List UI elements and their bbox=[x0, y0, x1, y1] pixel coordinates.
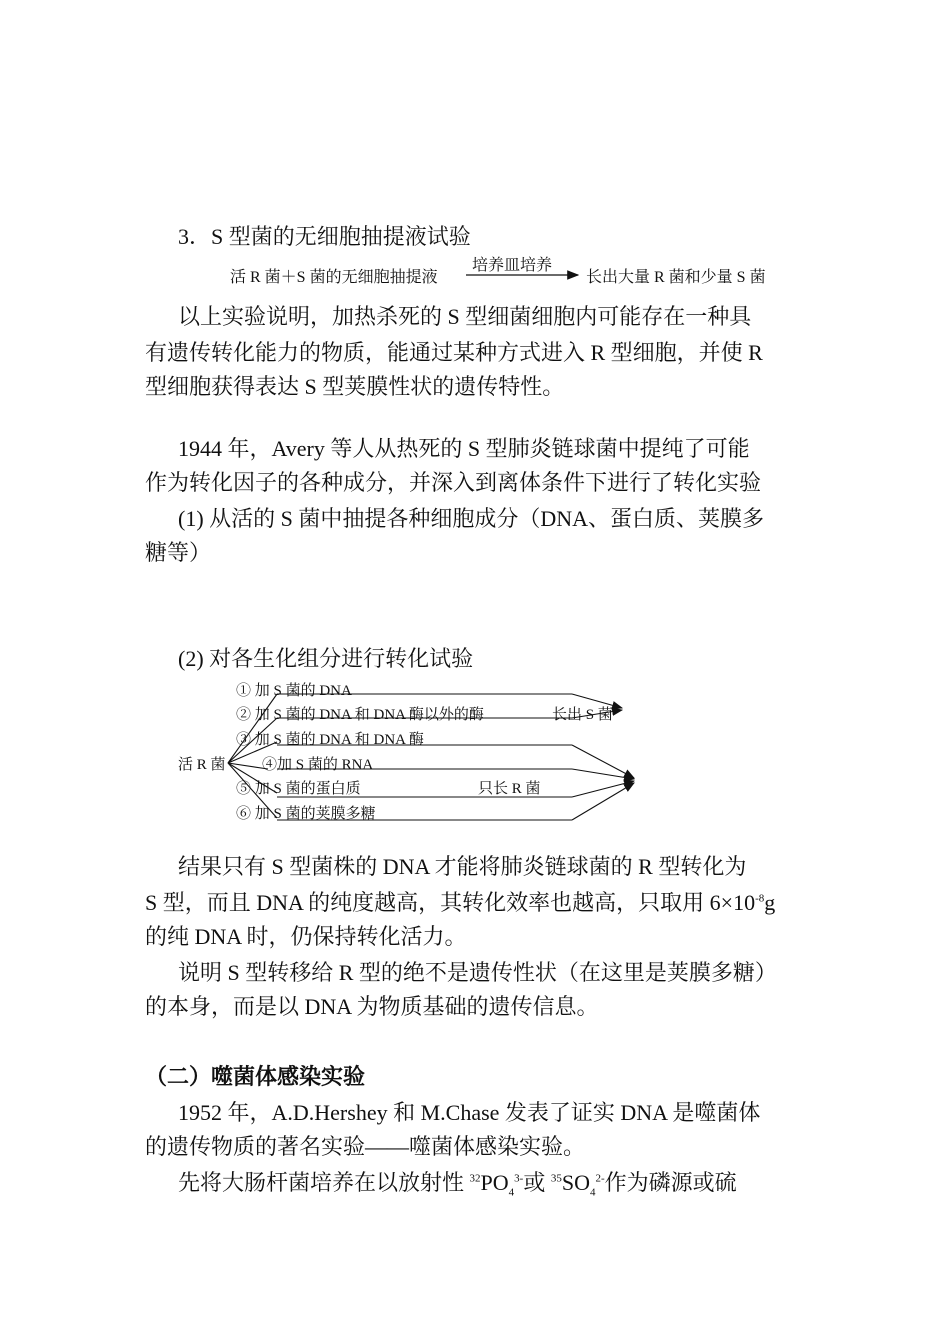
diagram-item-5: ⑤ 加 S 菌的蛋白质 bbox=[236, 781, 361, 797]
para4-line1: 说明 S 型转移给 R 型的绝不是遗传性状（在这里是荚膜多糖） bbox=[178, 960, 777, 985]
diagram-item-2: ② 加 S 菌的 DNA 和 DNA 酶以外的酶 bbox=[236, 707, 484, 723]
phage-line3: 先将大肠杆菌培养在以放射性 $^{32}PO_4^{3-}$或 $^{35}SO_4^{2-}$作为磷源或硫 bbox=[178, 1170, 737, 1199]
equation-right: 长出大量 R 菌和少量 S 菌 bbox=[586, 269, 766, 286]
para4-line2: 的本身，而是以 DNA 为物质基础的遗传信息。 bbox=[145, 994, 599, 1019]
diagram-result-r: 只长 R 菌 bbox=[478, 781, 541, 797]
step2-heading: (2) 对各生化组分进行转化试验 bbox=[178, 646, 474, 671]
para1-line1: 以上实验说明，加热杀死的 S 型细菌细胞内可能存在一种具 bbox=[178, 304, 752, 329]
phage-heading: （二）噬菌体感染实验 bbox=[145, 1064, 366, 1089]
para1-line3: 型细胞获得表达 S 型荚膜性状的遗传特性。 bbox=[145, 374, 565, 399]
diagram-item-4: ④加 S 菌的 RNA bbox=[262, 757, 374, 773]
diagram-fan-lines bbox=[228, 694, 277, 818]
para2-line1: 1944 年，Avery 等人从热死的 S 型肺炎链球菌中提纯了可能 bbox=[178, 436, 750, 461]
diagram-item-3: ③ 加 S 菌的 DNA 和 DNA 酶 bbox=[236, 732, 424, 748]
para2-line3: (1) 从活的 S 菌中抽提各种细胞成分（DNA、蛋白质、荚膜多 bbox=[178, 506, 765, 531]
para2-line2: 作为转化因子的各种成分，并深入到离体条件下进行了转化实验 bbox=[145, 470, 762, 495]
para3-line2: S 型，而且 DNA 的纯度越高，其转化效率也越高，只取用 $6\times 10^{-8}g$ bbox=[145, 890, 776, 915]
phage-line2: 的遗传物质的著名实验——噬菌体感染实验。 bbox=[145, 1134, 586, 1159]
para3-line3: 的纯 DNA 时，仍保持转化活力。 bbox=[145, 924, 467, 949]
diagram-source: 活 R 菌 bbox=[178, 757, 226, 773]
diagram-item-6: ⑥ 加 S 菌的荚膜多糖 bbox=[236, 806, 376, 822]
diagram-horizontal-lines bbox=[277, 694, 572, 820]
arrow-to-s-2 bbox=[572, 710, 622, 718]
para3-line1: 结果只有 S 型菌株的 DNA 才能将肺炎链球菌的 R 型转化为 bbox=[178, 854, 747, 879]
phage-line1: 1952 年，A.D.Hershey 和 M.Chase 发表了证实 DNA 是噬菌体 bbox=[178, 1100, 761, 1125]
arrow-to-r-4 bbox=[572, 769, 634, 779]
section-3-heading: 3．S 型菌的无细胞抽提液试验 bbox=[178, 224, 471, 249]
arrow-to-s-1 bbox=[572, 694, 622, 708]
equation-left: 活 R 菌＋S 菌的无细胞抽提液 bbox=[230, 269, 438, 286]
para2-line4: 糖等） bbox=[145, 540, 212, 565]
equation-arrow-label: 培养皿培养 bbox=[472, 257, 553, 274]
diagram-item-1: ① 加 S 菌的 DNA bbox=[236, 683, 352, 699]
arrow-to-r-3 bbox=[572, 745, 634, 778]
diagram-result-s: 长出 S 菌 bbox=[552, 707, 613, 723]
para1-line2: 有遗传转化能力的物质，能通过某种方式进入 R 型细胞，并使 R bbox=[145, 340, 763, 365]
